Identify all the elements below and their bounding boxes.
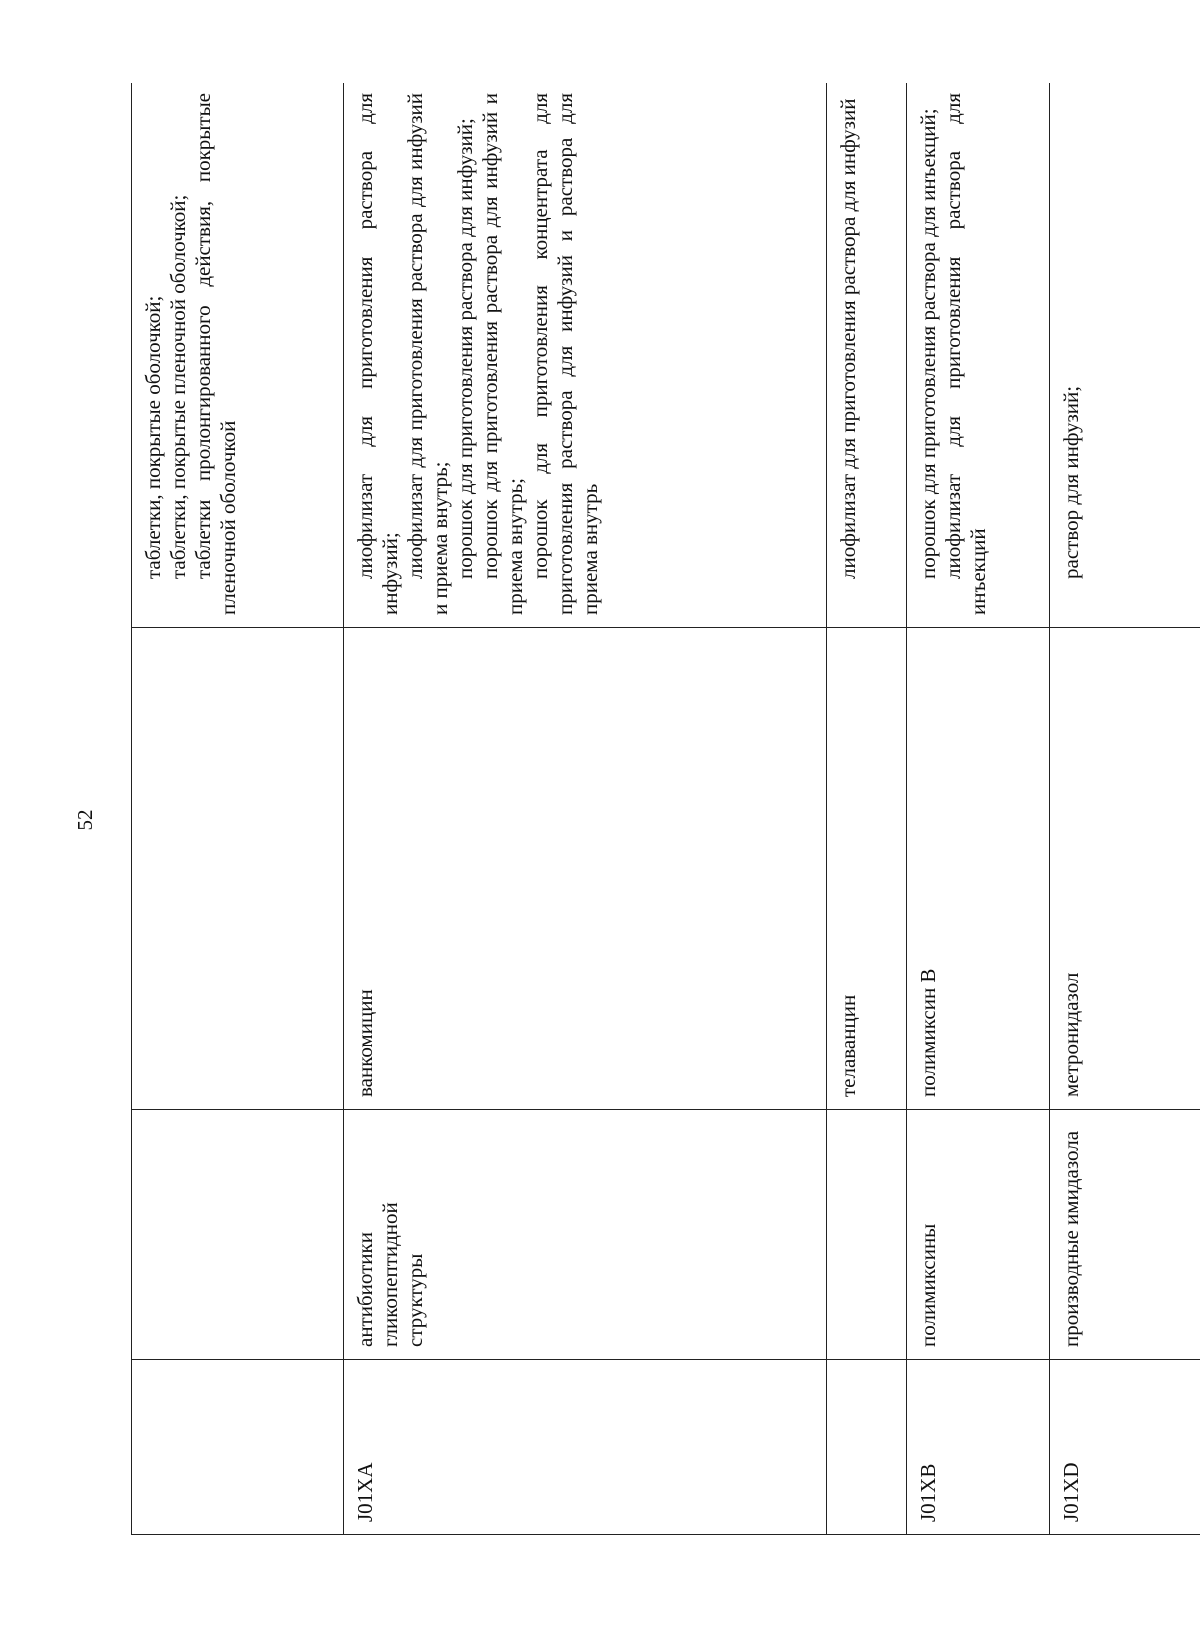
atc-code-cell: J01XA (344, 1360, 827, 1535)
atc-code-cell (132, 1360, 344, 1535)
dosage-forms-cell (827, 83, 907, 628)
dosage-form: порошок для приготовления раствора для инфузий; (453, 118, 477, 579)
dosage-form: таблетки пролонгированного действия, покрытые пленочной оболочкой (191, 93, 240, 615)
dosage-form: раствор для инфузий; (1059, 385, 1083, 579)
group-cell: полимиксины (907, 1110, 1050, 1360)
dosage-form: порошок для приготовления раствора для инфузий и приема внутрь; (478, 93, 527, 615)
group-cell (827, 1110, 907, 1360)
drug-name-cell (132, 628, 344, 1110)
dosage-form: лиофилизат для приготовления раствора для инфузий и приема внутрь; (403, 93, 452, 615)
dosage-form: порошок для приготовления концентрата для приготовления раствора для инфузий и раствора для приема внутрь (528, 93, 602, 615)
drug-name-cell: метронидазол (1050, 628, 1200, 1110)
page-number: 52 (73, 809, 97, 831)
dosage-form: таблетки, покрытые пленочной оболочкой; (166, 194, 190, 579)
dosage-form: порошок для приготовления раствора для инъекций; (916, 108, 940, 579)
group-cell: производные имидазола (1050, 1110, 1200, 1360)
dosage-form: лиофилизат для приготовления раствора для инъекций (941, 93, 990, 615)
group-cell (132, 1110, 344, 1360)
atc-code-cell (827, 1360, 907, 1535)
drug-table-container (131, 83, 1200, 1535)
table-row (827, 83, 907, 1535)
atc-code-cell: J01XB (907, 1360, 1050, 1535)
drug-table (131, 83, 1200, 1535)
table-row (132, 83, 344, 1535)
dosage-form: лиофилизат для приготовления раствора для инфузий; (353, 93, 402, 615)
dosage-form: лиофилизат для приготовления раствора для инфузий (836, 98, 860, 579)
drug-name-cell: телаванцин (827, 628, 907, 1110)
table-row (1050, 83, 1200, 1535)
dosage-form: таблетки, покрытые оболочкой; (141, 295, 165, 579)
dosage-forms-cell (344, 83, 827, 628)
drug-name-cell: полимиксин В (907, 628, 1050, 1110)
table-row (344, 83, 827, 1535)
dosage-forms-cell (1050, 83, 1200, 628)
dosage-forms-cell (907, 83, 1050, 628)
atc-code-cell: J01XD (1050, 1360, 1200, 1535)
table-row (907, 83, 1050, 1535)
group-cell: антибиотики гликопептидной структуры (344, 1110, 827, 1360)
dosage-forms-cell (132, 83, 344, 628)
drug-name-cell: ванкомицин (344, 628, 827, 1110)
